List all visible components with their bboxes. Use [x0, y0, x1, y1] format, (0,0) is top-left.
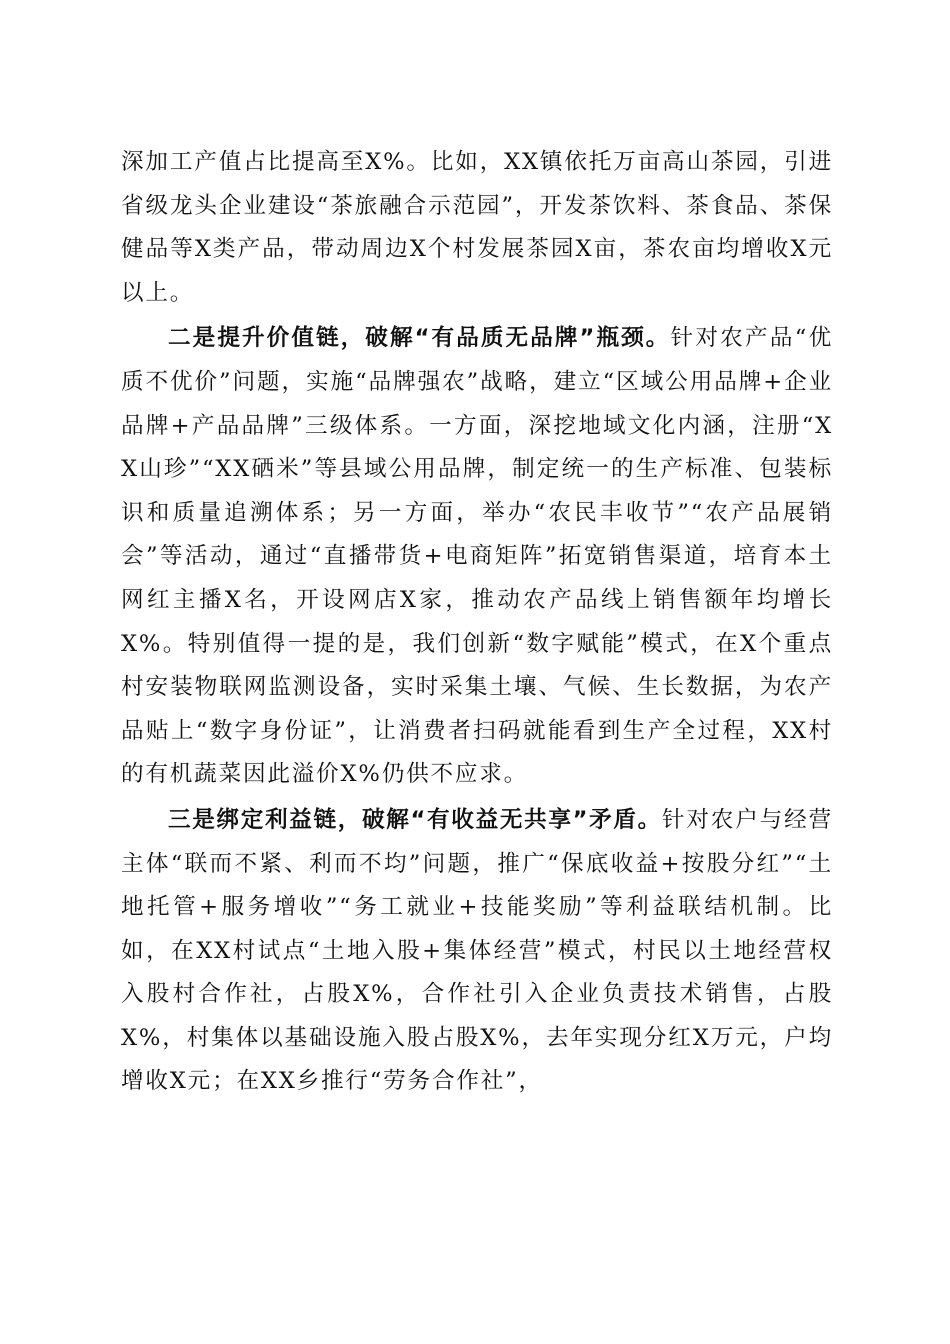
- paragraph-2: [121, 317, 833, 797]
- paragraph-3: [121, 799, 833, 1104]
- paragraph-2-body: 针对农产品“优质不优价”问题，实施“品牌强农”战略，建立“区域公用品牌+企业品牌+产品品牌”三级体系。一方面，深挖地域文化内涵，注册“XX山珍”“XX硒米”等县域公用品牌，制定统一的生产标准、包装标识和质量追溯体系；另一方面，举办“农民丰收节”“农产品展销会”等活动，通过“直播带货+电商矩阵”拓宽销售渠道，培育本土网红主播X名，开设网店X家，推动农产品线上销售额年均增长X%。特别值得一提的是，我们创新“数字赋能”模式，在X个重点村安装物联网监测设备，实时采集土壤、气候、生长数据，为农产品贴上“数字身份证”，让消费者扫码就能看到生产全过程，XX村的有机蔬菜因此溢价X%仍供不应求。: [121, 325, 833, 788]
- paragraph-3-heading: 三是绑定利益链，破解“有收益无共享”矛盾。: [168, 806, 662, 833]
- paragraph-1: [121, 141, 833, 315]
- paragraph-3-body: 针对农户与经营主体“联而不紧、利而不均”问题，推广“保底收益+按股分红”“土地托管+服务增收”“务工就业+技能奖励”等利益联结机制。比如，在XX村试点“土地入股+集体经营”模式，村民以土地经营权入股村合作社，占股X%，合作社引入企业负责技术销售，占股X%，村集体以基础设施入股占股X%，去年实现分红X万元，户均增收X元；在XX乡推行“劳务合作社”，: [121, 806, 833, 1095]
- document-page: [121, 141, 833, 1104]
- paragraph-1-body: 深加工产值占比提高至X%。比如，XX镇依托万亩高山茶园，引进省级龙头企业建设“茶旅融合示范园”，开发茶饮料、茶食品、茶保健品等X类产品，带动周边X个村发展茶园X亩，茶农亩均增收X元以上。: [121, 149, 833, 306]
- paragraph-2-heading: 二是提升价值链，破解“有品质无品牌”瓶颈。: [168, 325, 671, 352]
